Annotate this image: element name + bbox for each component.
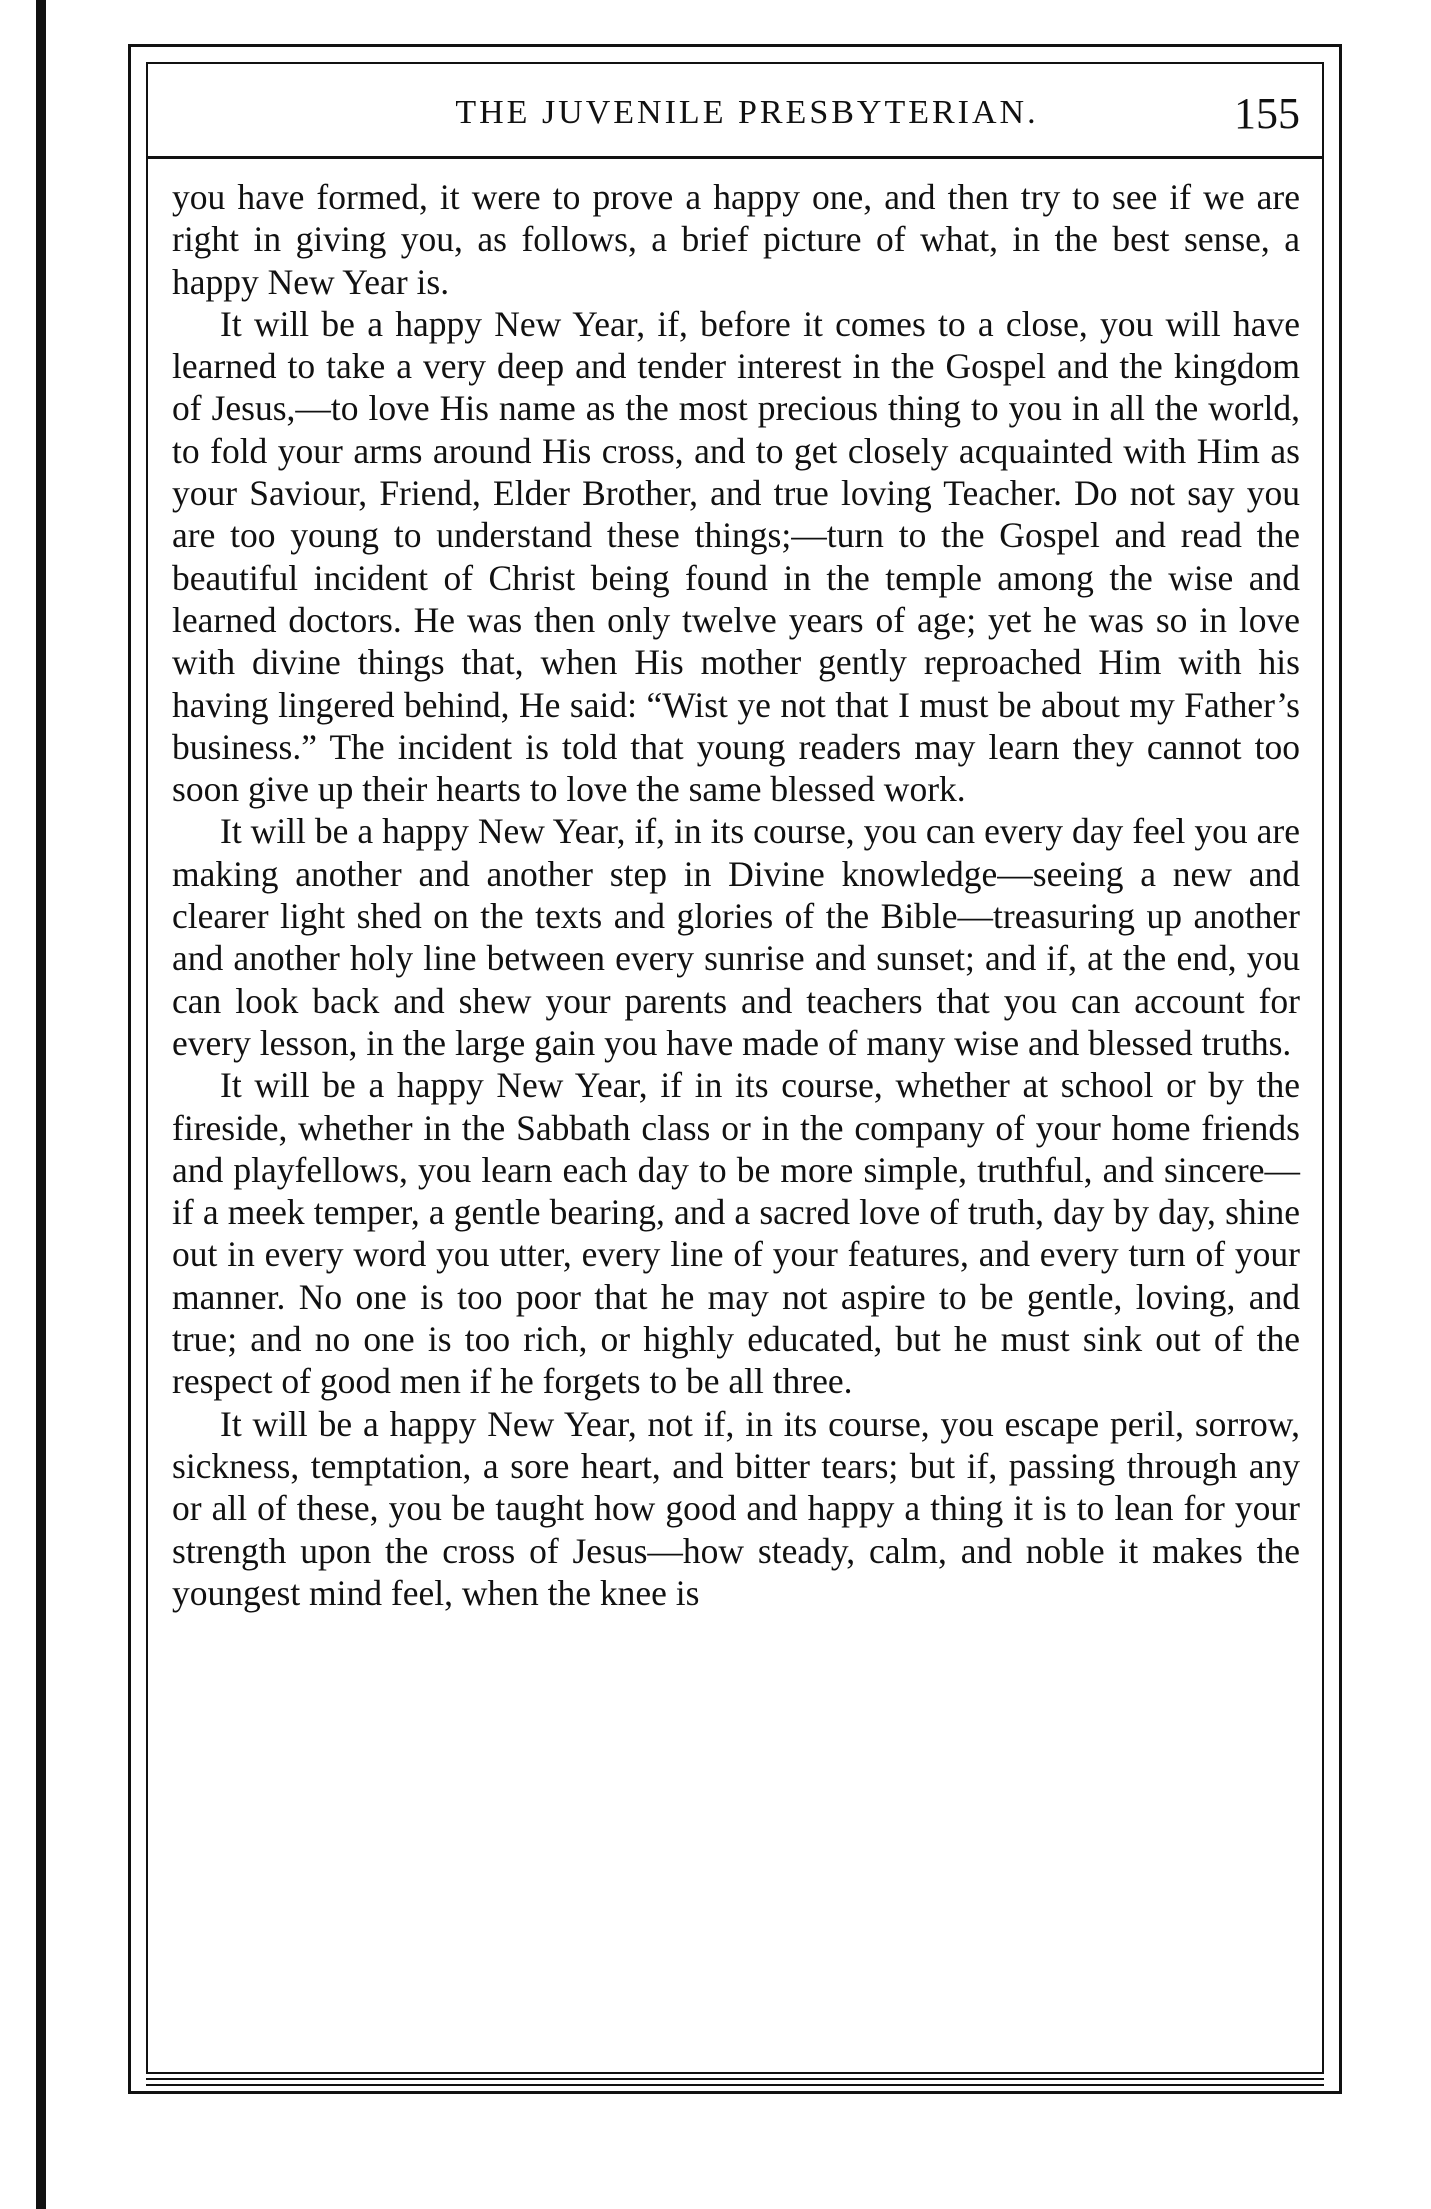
paragraph: It will be a happy New Year, if, before it comes to a close, you will have learned to take a very deep and tender interest in the Gospel and the kingdom of Jesus,—to love His name as the most precious thing to you in all the world, to fold your arms around His cross, and to get closely acquainted with Him as your Saviour, Friend, Elder Brother, and true loving Teacher. Do not say you are too young to understand these things;—turn to the Gospel and read the beautiful incident of Christ being found in the temple among the wise and learned doctors. He was then only twelve years of age; yet he was so in love with divine things that, when His mother gently reproached Him with his having lingered behind, He said: “Wist ye not that I must be about my Father’s business.” The incident is told that young readers may learn they cannot too soon give up their hearts to love the same blessed work. xyxy=(172,303,1300,810)
bottom-rule xyxy=(146,2078,1324,2080)
bottom-rule xyxy=(146,2084,1324,2086)
paragraph: It will be a happy New Year, not if, in its course, you escape peril, sorrow, sickness, temptation, a sore heart, and bitter tears; but if, passing through any or all of these, you be taught how good and happy a thing it is to lean for your strength upon the cross of Jesus—how steady, calm, and noble it makes the youngest mind feel, when the knee is xyxy=(172,1403,1300,1613)
header-rule xyxy=(146,156,1324,159)
paragraph: you have formed, it were to prove a happy one, and then try to see if we are right in giving you, as follows, a brief picture of what, in the best sense, a happy New Year is. xyxy=(172,177,1300,302)
paragraph: It will be a happy New Year, if in its course, whether at school or by the fireside, whether in the Sabbath class or in the company of your home friends and playfellows, you learn each day to be more simple, truthful, and sincere—if a meek temper, a gentle bearing, and a sacred love of truth, day by day, shine out in every word you utter, every line of your features, and every turn of your manner. No one is too poor that he may not aspire to be gentle, loving, and true; and no one is too rich, or highly educated, but he must sink out of the respect of good men if he forgets to be all three. xyxy=(172,1065,1300,1402)
running-head xyxy=(160,78,1310,148)
binding-edge xyxy=(36,0,46,2209)
paragraph: It will be a happy New Year, if, in its course, you can every day feel you are making another and another step in Divine knowledge—seeing a new and clearer light shed on the texts and glories of the Bible—treasuring up another and another holy line between every sunrise and sunset; and if, at the end, you can look back and shew your parents and teachers that you can account for every lesson, in the large gain you have made of many wise and blessed truths. xyxy=(172,811,1300,1063)
page-number: 155 xyxy=(1234,88,1300,138)
article-body xyxy=(172,176,1300,1614)
running-title: THE JUVENILE PRESBYTERIAN. xyxy=(455,94,1039,131)
